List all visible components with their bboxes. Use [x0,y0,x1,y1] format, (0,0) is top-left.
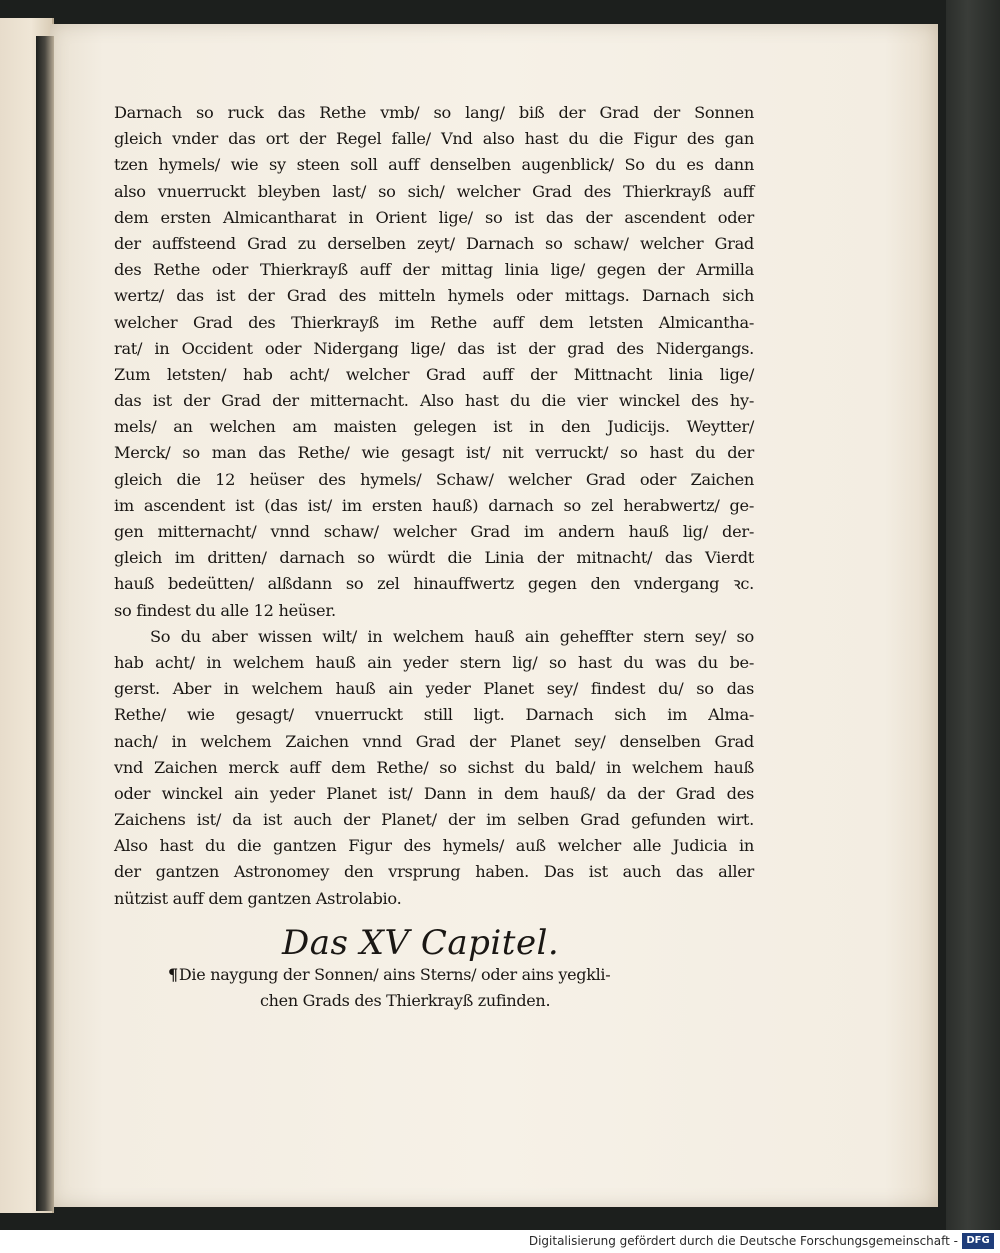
text-line: nützist auff dem gantzen Astrolabio. [114,888,402,908]
text-line: Zaichens ist/ da ist auch der Planet/ der im selben Grad gefunden wirt. [114,810,754,830]
text-line: der gantzen Astronomey den vrsprung haben. Das ist auch das aller [114,862,754,882]
text-line: tzen hymels/ wie sy steen soll auff denselben augenblick/ So du es dann [114,155,754,175]
text-line: oder winckel ain yeder Planet ist/ Dann in dem hauß/ da der Grad des [114,783,754,803]
text-line: das ist der Grad der mitternacht. Also hast du die vier winckel des hy- [114,391,754,411]
dfg-logo-icon: DFG [962,1233,994,1249]
text-line: hab acht/ in welchem hauß ain yeder stern lig/ so hast du was du be- [114,652,754,672]
text-line: so findest du alle 12 heüser. [114,600,336,620]
text-line: mels/ an welchen am maisten gelegen ist in den Judicijs. Weytter/ [114,417,754,437]
subheading-line: chen Grads des Thierkrayß zufinden. [260,991,551,1010]
subheading-text: Die naygung der Sonnen/ ains Sterns/ oder ains yegkli- [178,965,611,984]
chapter-heading: Das XV Capitel. [282,923,560,963]
chapter-subheading [168,962,728,1014]
text-line: wertz/ das ist der Grad des mitteln hymels oder mittags. Darnach sich [114,286,754,306]
text-line: dem ersten Almicantharat in Orient lige/ so ist das der ascendent oder [114,207,754,227]
text-line: gen mitternacht/ vnnd schaw/ welcher Grad im andern hauß lig/ der- [114,522,754,541]
text-line: gerst. Aber in welchem hauß ain yeder Planet sey/ findest du/ so das [114,679,754,699]
text-line: Also hast du die gantzen Figur des hymels/ auß welcher alle Judicia in [114,836,754,856]
text-line: gleich vnder das ort der Regel falle/ Vnd also hast du die Figur des gan [114,129,754,149]
text-line: hauß bedeütten/ alßdann so zel hinauffwertz gegen den vndergang ꝛc. [114,574,754,594]
pilcrow-icon: ¶ [168,965,178,984]
text-line: gleich im dritten/ darnach so würdt die Linia der mitnacht/ das Vierdt [114,548,754,568]
footer-bar [0,1230,1000,1253]
text-line: vnd Zaichen merck auff dem Rethe/ so sichst du bald/ in welchem hauß [114,757,754,777]
book-cover-edge [946,0,1000,1230]
subheading-line [168,962,728,988]
text-line: des Rethe oder Thierkrayß auff der mittag linia lige/ gegen der Armilla [114,260,754,280]
text-line: Zum letsten/ hab acht/ welcher Grad auff der Mittnacht linia lige/ [114,364,754,384]
text-line: der auffsteend Grad zu derselben zeyt/ Darnach so schaw/ welcher Grad [114,233,754,253]
text-line: im ascendent ist (das ist/ im ersten hauß) darnach so zel herabwertz/ ge- [114,495,754,515]
text-line: gleich die 12 heüser des hymels/ Schaw/ welcher Grad oder Zaichen [114,469,754,489]
text-line: rat/ in Occident oder Nidergang lige/ das ist der grad des Nidergangs. [114,338,754,358]
book-gutter [36,36,54,1211]
funding-credit: Digitalisierung gefördert durch die Deutsche Forschungsgemeinschaft - [528,1234,958,1248]
text-line: welcher Grad des Thierkrayß im Rethe auff dem letsten Almicantha- [114,312,754,332]
text-line: nach/ in welchem Zaichen vnnd Grad der Planet sey/ denselben Grad [114,731,754,751]
text-line: Merck/ so man das Rethe/ wie gesagt ist/ nit verruckt/ so hast du der [114,443,754,463]
text-line: Rethe/ wie gesagt/ vnuerruckt still ligt. Darnach sich im Alma- [114,705,754,725]
text-line: Darnach so ruck das Rethe vmb/ so lang/ biß der Grad der Sonnen [114,103,754,122]
text-line: also vnuerruckt bleyben last/ so sich/ welcher Grad des Thierkrayß auff [114,181,754,201]
body-text [114,100,754,912]
text-line: So du aber wissen wilt/ in welchem hauß ain geheffter stern sey/ so [150,626,754,646]
